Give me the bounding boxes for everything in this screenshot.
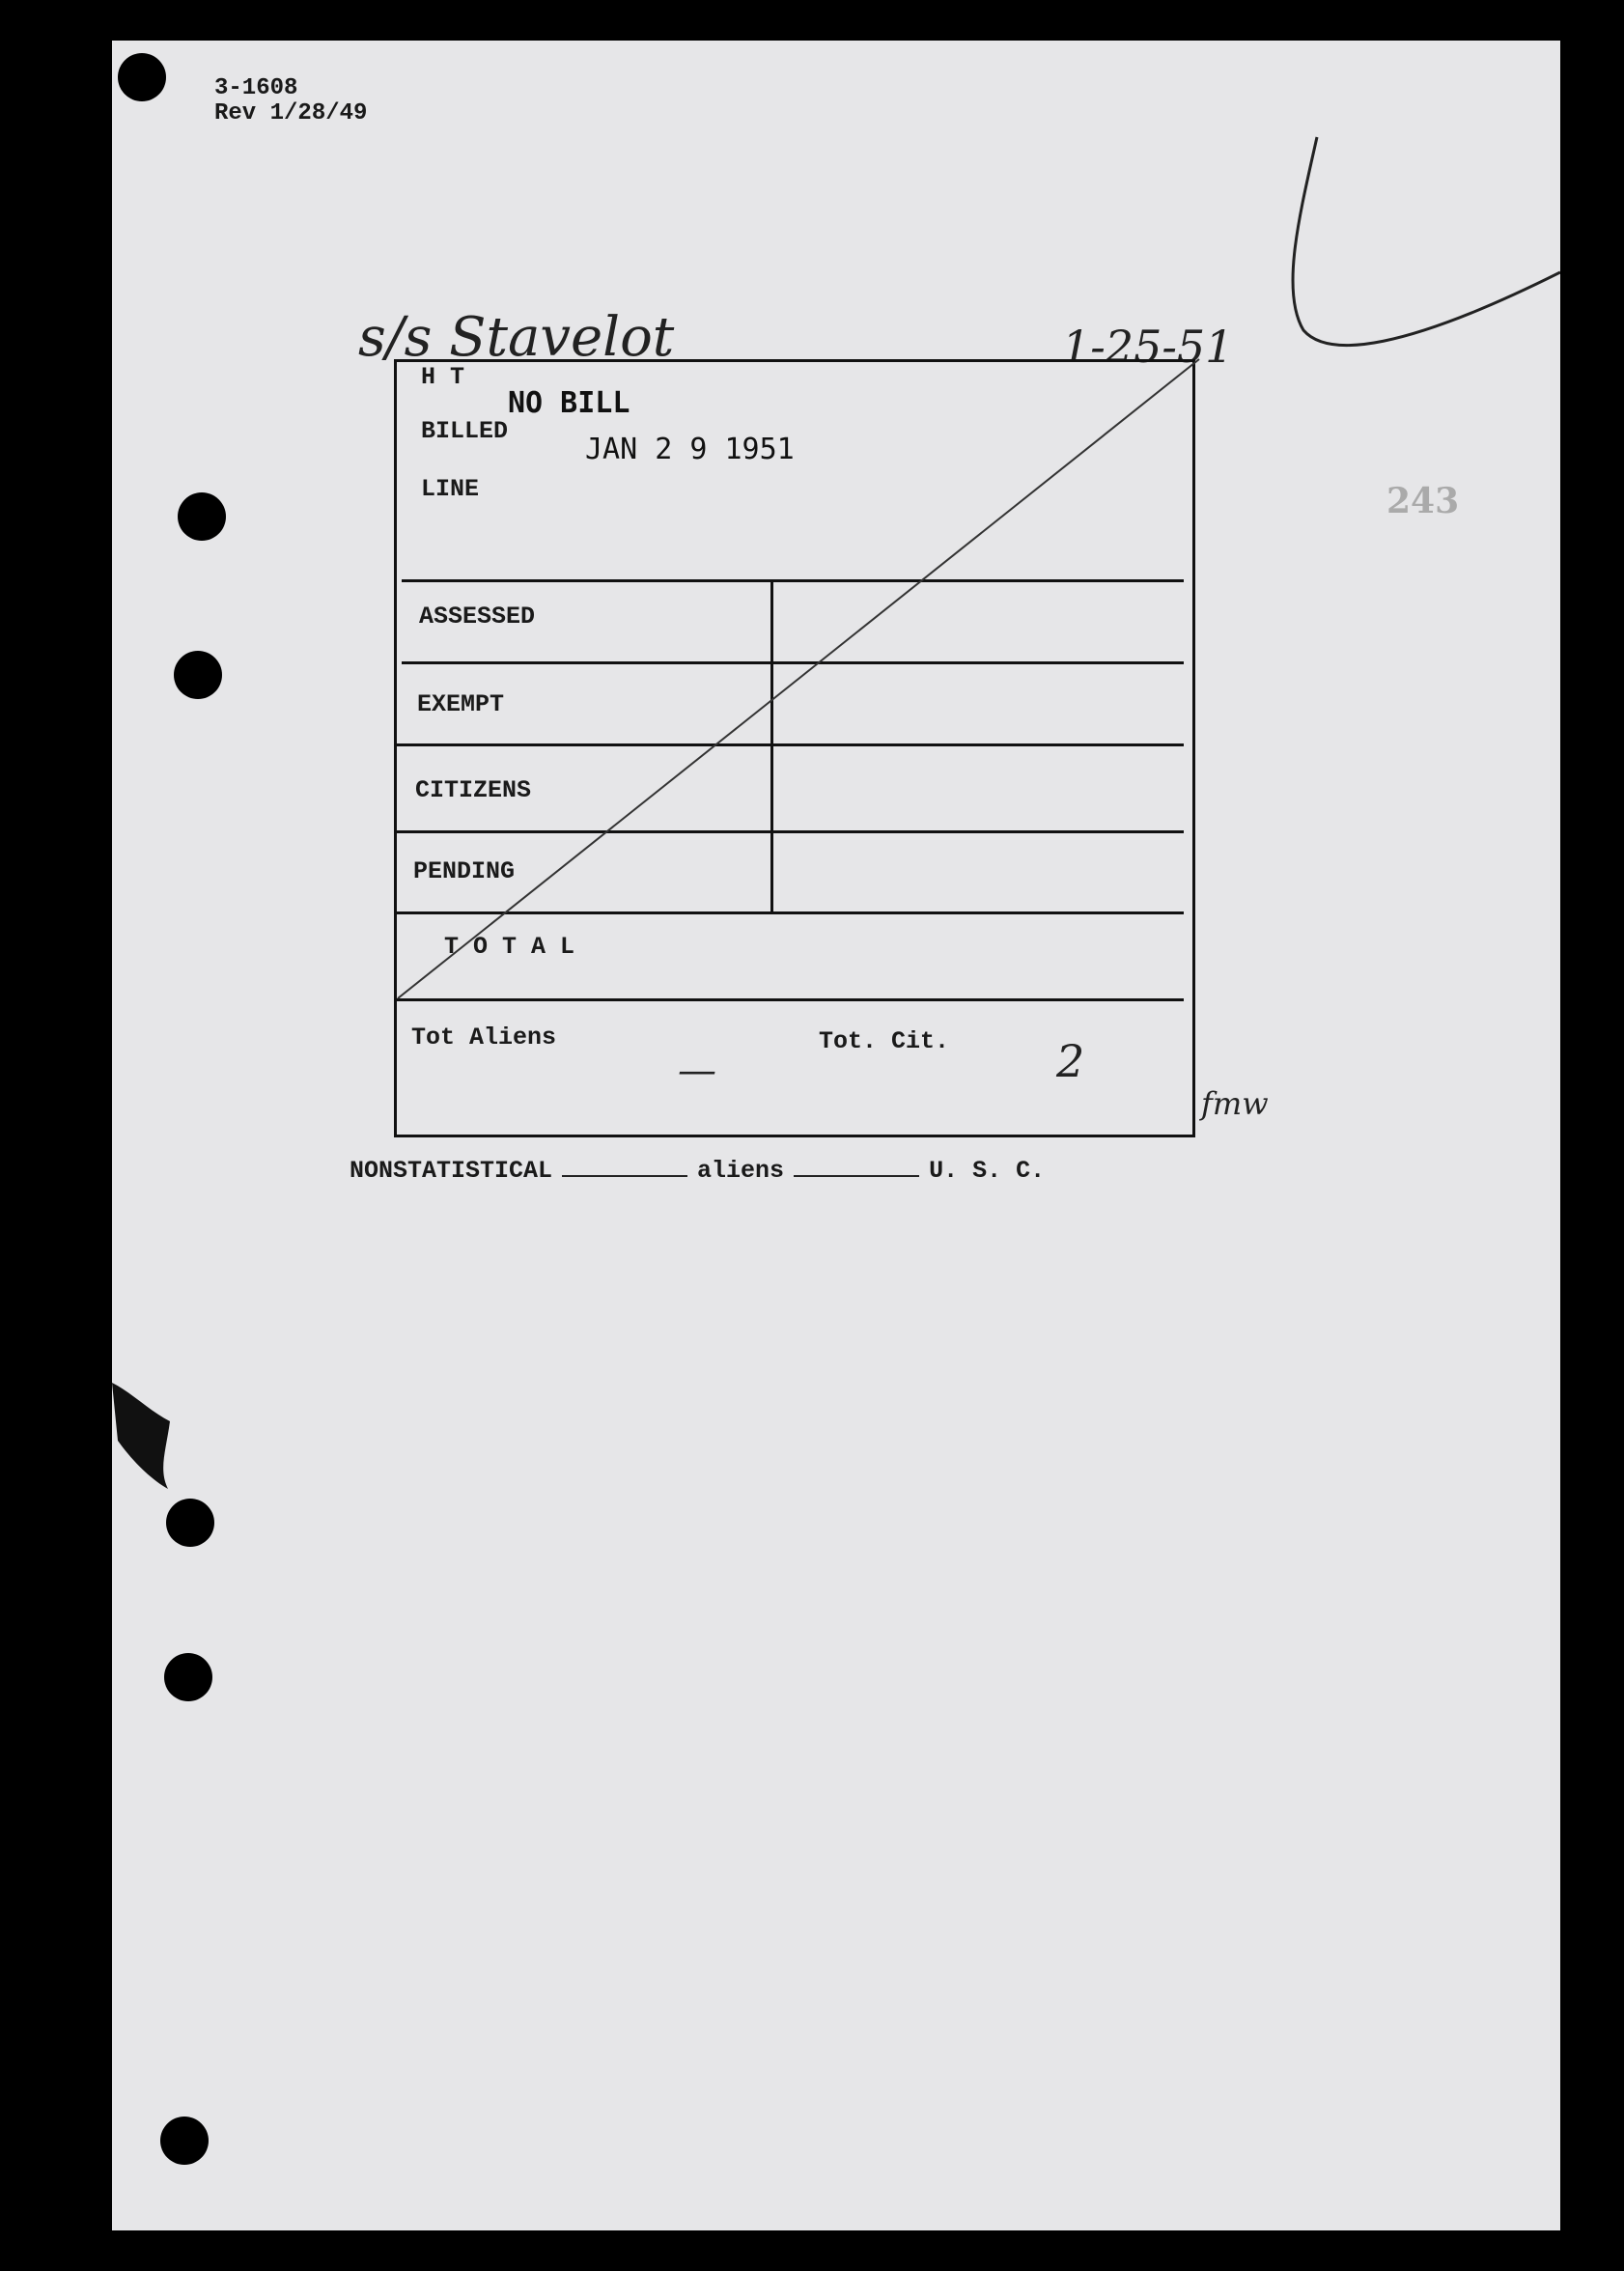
aliens-label: aliens [697,1157,785,1185]
ink-blot [112,1383,170,1489]
nonstatistical-label: NONSTATISTICAL [350,1157,553,1185]
tot-cit-label: Tot. Cit. [819,1027,950,1055]
pending-label: PENDING [413,857,516,885]
tot-cit-value: 2 [1056,1035,1085,1087]
ship-name-handwritten: s/s Stavelot [358,306,675,369]
assessed-label: ASSESSED [419,603,536,631]
tot-aliens-label: Tot Aliens [411,1023,557,1051]
check-mark [1293,137,1560,346]
exempt-label: EXEMPT [417,690,505,718]
document-page [112,41,1560,2230]
pen-marks [112,41,1560,2230]
citizens-label: CITIZENS [415,776,532,804]
form-revision: Rev 1/28/49 [214,100,368,126]
initials-handwritten: fmw [1201,1085,1269,1122]
diagonal-strike [398,359,1199,998]
stamp-date: JAN 2 9 1951 [585,433,795,466]
form-number: 3-1608 [214,75,298,101]
total-label: T O T A L [444,933,575,961]
page-number: 243 [1386,481,1460,521]
usc-label: U. S. C. [929,1157,1046,1185]
tot-aliens-value: — [678,1049,716,1093]
no-bill-stamp: NO BILL [508,386,630,420]
date-handwritten: 1-25-51 [1062,321,1234,373]
ht-label: H T [421,363,465,391]
line-label: LINE [421,475,480,503]
billed-label: BILLED [421,417,509,445]
